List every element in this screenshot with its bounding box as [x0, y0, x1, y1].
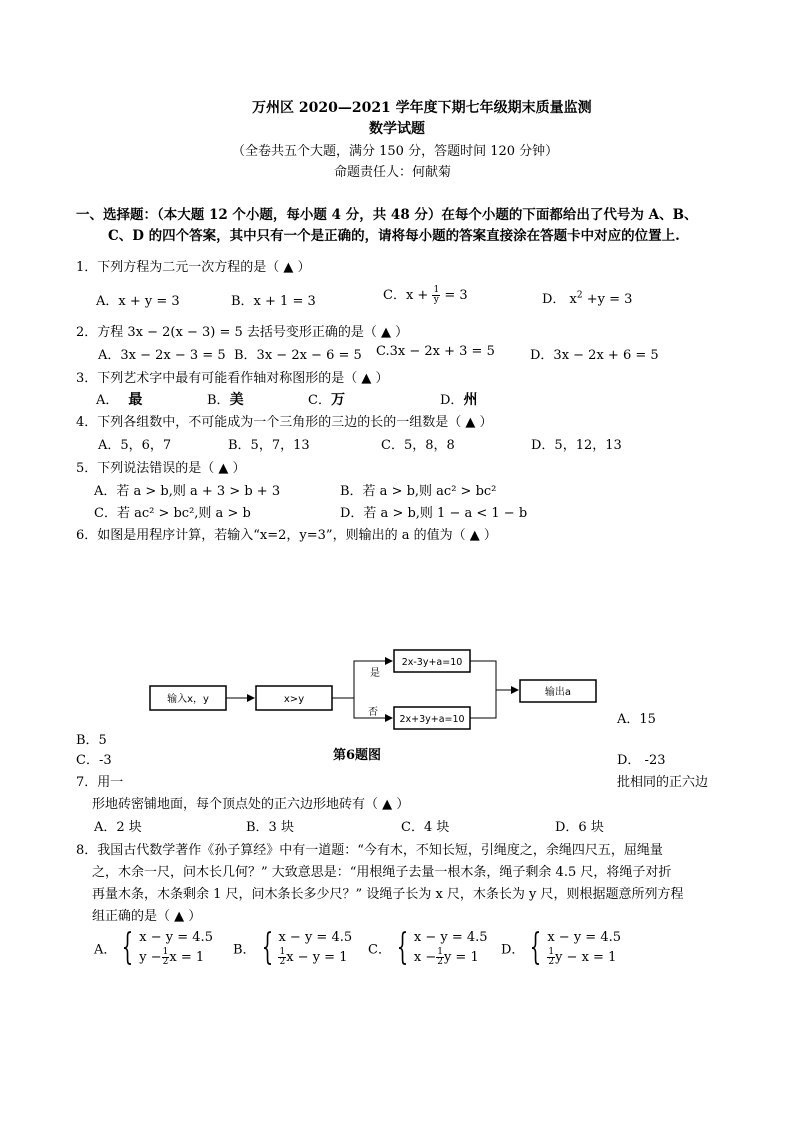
flow-output-label: 输出a	[544, 687, 572, 698]
q8-d-label: D．	[501, 942, 525, 958]
q1-c-fraction	[432, 286, 440, 305]
q8-a-half: $\frac{1}{2}$	[162, 947, 169, 967]
exam-info: （全卷共五个大题，满分 150 分，答题时间 120 分钟）	[232, 144, 559, 159]
q7-stem2: 形地砖密铺地面，每个顶点处的正六边形地砖有（ ▲ ）	[92, 797, 410, 812]
exam-subtitle: 数学试题	[369, 121, 425, 137]
q3-a-label: A．	[96, 393, 119, 408]
flow-no-label: 否	[368, 707, 378, 718]
flow-merge-line	[470, 661, 496, 718]
q8-b-system	[278, 928, 352, 968]
q4-option-a: A．5，6，7	[98, 438, 172, 453]
q3-stem: 3．下列艺术字中最有可能看作轴对称图形的是（ ▲ ）	[76, 371, 389, 386]
q8-line4: 组正确的是（ ▲ ）	[92, 909, 202, 924]
section-heading-line2: C、D 的四个答案，其中只有一个是正确的，请将每小题的答案直接涂在答题卡中对应的位置上.	[108, 228, 680, 244]
q8-c-system	[414, 928, 488, 968]
q6-option-a: A．15	[617, 712, 656, 727]
flow-cond-label: x>y	[283, 694, 305, 705]
q8-b-label: B．	[233, 942, 256, 958]
q7-stem-left: 7．用一	[76, 775, 124, 790]
q4-option-b: B．5，7，13	[228, 438, 310, 453]
exam-author: 命题责任人：何献菊	[334, 165, 452, 180]
q3-b-char: 美	[229, 392, 244, 408]
q8-line3: 再量木条，木条剩余 1 尺，问木条长多少尺？” 设绳子长为 x 尺，木条长为 y 尺，则根据题意所列方程	[92, 887, 684, 902]
q8-c-half: $\frac{1}{2}$	[437, 947, 443, 967]
q8-b-eq2-post: x − y = 1	[286, 950, 348, 965]
q7-option-c: C．4 块	[401, 820, 450, 835]
flow-eq-yes-label: 2x-3y+a=10	[401, 657, 463, 668]
q1-d-post: +y = 3	[582, 292, 633, 307]
q8-a-label: A．	[94, 942, 117, 958]
q3-option-c	[308, 389, 345, 409]
q2-option-c: C.3x − 2x + 3 = 5	[376, 344, 495, 359]
q8-d-brace: {	[530, 927, 542, 968]
q8-option-c	[368, 928, 488, 968]
q6-option-d: D． -23	[617, 753, 666, 768]
q8-option-a	[94, 928, 213, 968]
q1-d-sup: 2	[576, 290, 583, 301]
q7-stem-right: 批相同的正六边	[617, 775, 709, 790]
q1-c-den: y	[433, 295, 439, 305]
flow-yes-label: 是	[370, 668, 380, 679]
q3-a-char: 最	[128, 392, 143, 408]
q1-c-num: 1	[433, 285, 440, 295]
section-heading-line1: 一、选择题：（本大题 12 个小题，每小题 4 分，共 48 分）在每个小题的下面都给出了代号为 A、B、	[76, 207, 698, 223]
q5-option-c: C．若 ac² > bc²,则 a > b	[94, 506, 251, 521]
q8-c-eq2-pre: x −	[413, 950, 437, 965]
q2-stem: 2．方程 3x − 2(x − 3) = 5 去括号变形正确的是（ ▲ ）	[76, 325, 409, 340]
q1-stem: 1．下列方程为二元一次方程的是（ ▲ ）	[76, 260, 311, 275]
q4-stem: 4．下列各组数中，不可能成为一个三角形的三边的长的一组数是（ ▲ ）	[76, 415, 493, 430]
q1-option-d	[542, 288, 632, 307]
q7-option-a: A．2 块	[94, 820, 142, 835]
q8-d-eq1: x − y = 4.5	[547, 930, 622, 945]
q8-a-eq2-pre: y −	[139, 950, 162, 965]
q8-option-b	[233, 928, 352, 968]
q8-a-eq1: x − y = 4.5	[139, 930, 213, 945]
q6-option-b: B．5	[76, 733, 107, 748]
q8-a-brace: {	[122, 927, 134, 968]
q6-option-c: C．-3	[76, 753, 112, 768]
q8-c-eq2-post: y = 1	[443, 950, 479, 965]
q5-option-b: B．若 a > b,则 ac² > bc²	[340, 484, 497, 499]
q2-option-a: A．3x − 2x − 3 = 5	[98, 348, 226, 363]
q3-option-a	[96, 389, 142, 409]
q8-d-eq2-post: y − x = 1	[555, 950, 617, 965]
q8-c-brace: {	[396, 927, 409, 968]
q3-option-d	[440, 389, 477, 409]
q1-d-pre: D． x	[542, 292, 577, 307]
q5-option-a: A．若 a > b,则 a + 3 > b + 3	[94, 484, 281, 499]
q8-option-d	[501, 928, 621, 968]
q8-line2: 之，木余一尺，问木长几何？” 大致意思是：“用根绳子去量一根木条，绳子剩余 4.5 尺，将绳子对折	[92, 865, 672, 880]
q4-option-d: D．5，12，13	[531, 438, 622, 453]
q1-option-c	[383, 284, 468, 305]
q3-option-b	[207, 389, 244, 409]
q8-b-half: $\frac{1}{2}$	[279, 947, 286, 967]
q8-c-label: C．	[368, 942, 391, 958]
exam-title: 万州区 2020—2021 学年度下期七年级期末质量监测	[252, 100, 592, 116]
q5-option-d: D．若 a > b,则 1 − a < 1 − b	[340, 506, 528, 521]
q1-c-pre: C．x +	[383, 288, 429, 303]
q5-stem: 5．下列说法错误的是（ ▲ ）	[76, 461, 246, 476]
q3-c-label: C．	[308, 393, 331, 408]
q8-d-half: $\frac{1}{2}$	[548, 947, 555, 967]
q7-option-b: B．3 块	[246, 820, 294, 835]
flow-input-label: 输入x，y	[167, 694, 209, 705]
q8-c-eq1: x − y = 4.5	[413, 930, 488, 945]
q8-b-eq1: x − y = 4.5	[278, 930, 353, 945]
q1-option-a: A．x + y = 3	[96, 294, 180, 309]
q7-option-d: D．6 块	[555, 820, 604, 835]
q1-c-post: = 3	[444, 288, 468, 303]
q6-caption: 第6题图	[333, 748, 382, 763]
q8-d-system	[547, 928, 621, 968]
q6-stem: 6．如图是用程序计算，若输入“x=2，y=3”，则输出的 a 的值为（ ▲ ）	[76, 528, 497, 543]
q8-line1: 8．我国古代数学著作《孙子算经》中有一道题：“今有木，不知长短，引绳度之，余绳四尺五，屈绳量	[76, 843, 663, 858]
q6-flowchart	[140, 648, 610, 734]
flow-yes-arrow	[354, 661, 392, 698]
q3-d-label: D．	[440, 393, 464, 408]
q8-a-eq2-post: x = 1	[169, 950, 205, 965]
flow-eq-no-label: 2x+3y+a=10	[399, 714, 465, 725]
q1-option-b: B．x + 1 = 3	[231, 294, 316, 309]
q4-option-c: C．5，8，8	[381, 438, 455, 453]
q3-d-char: 州	[463, 392, 478, 408]
q2-option-b: B．3x − 2x − 6 = 5	[234, 348, 362, 363]
q8-a-system	[139, 928, 213, 968]
q3-b-label: B．	[207, 393, 230, 408]
q2-option-d: D．3x − 2x + 6 = 5	[530, 348, 659, 363]
q8-b-brace: {	[261, 927, 273, 968]
q3-c-char: 万	[330, 392, 345, 408]
